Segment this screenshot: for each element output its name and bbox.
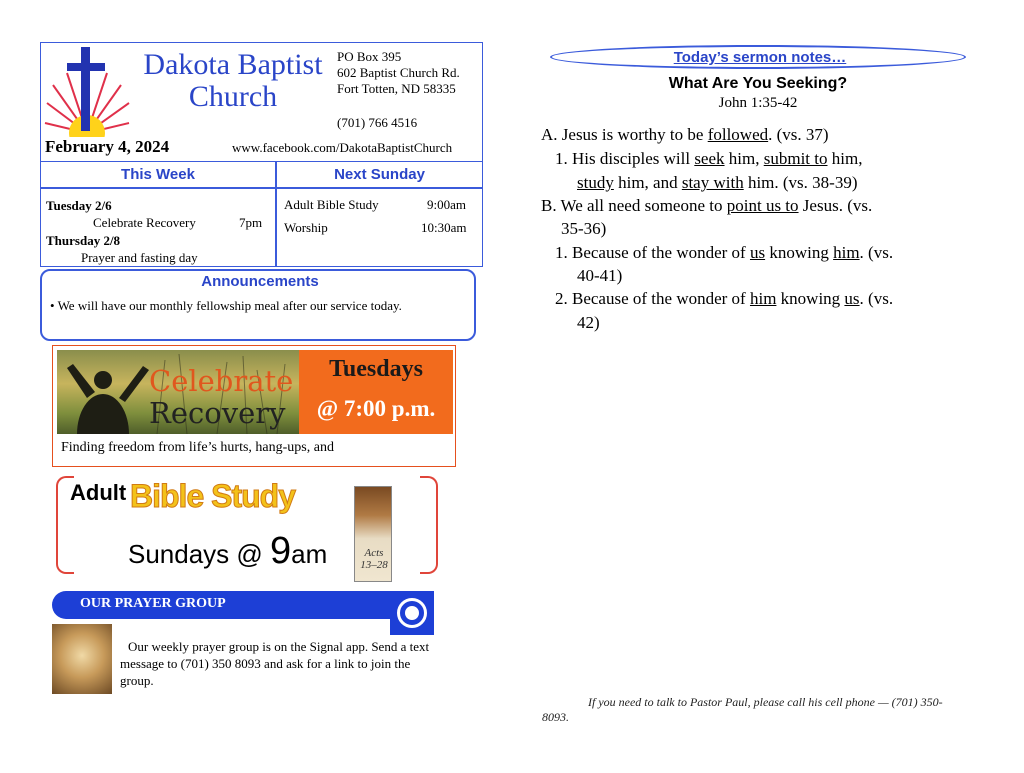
church-name-line1: Dakota Baptist [143,48,323,81]
sermon-text-fragment: . (vs. 37) [768,125,829,144]
celebrate-recovery-time: @ 7:00 p.m. [316,396,436,421]
address-line2: 602 Baptist Church Rd. [337,65,460,80]
next-sunday-heading: Next Sunday [334,166,425,183]
sermon-text-fragment: him, [827,149,863,168]
bible-study-ad [56,476,438,574]
address-line3: Fort Totten, ND 58335 [337,81,456,96]
bible-study-am: am [291,539,328,569]
sermon-notes-title: Today’s sermon notes… [673,49,847,66]
praying-hands-icon [52,624,112,694]
blank-study: study [577,173,614,192]
prayer-group-text: Our weekly prayer group is on the Signal app. Send a text message to (701) 350 8093 and ask for a link to join the group. [120,639,430,688]
table-divider [41,187,482,189]
this-week-event1: Celebrate Recovery [93,215,196,230]
book-cover-image [354,486,392,582]
sermon-text-fragment: B. We all need someone to [541,196,727,215]
sermon-text-fragment: A. Jesus is worthy to be [541,125,708,144]
bible-study-hour: 9 [270,530,292,572]
sermon-point-b2-cont: 42) [577,313,600,332]
blank-him-2: him [749,289,777,308]
blank-him: him [833,243,860,262]
celebrate-recovery-day: Tuesdays [329,356,423,382]
next-sunday-item2-time: 10:30am [421,220,467,235]
sermon-point-a1-cont [577,171,858,195]
sermon-text-fragment: 1. Because of the wonder of [555,243,750,262]
prayer-group-title: OUR PRAYER GROUP [80,596,226,611]
next-sunday-item2: Worship [284,220,328,235]
bracket-right [420,476,438,574]
celebrate-recovery-banner-image [57,350,299,434]
sermon-text-fragment: knowing [765,243,834,262]
sermon-text-fragment: 2. Because of the wonder of [555,289,750,308]
bible-study-sundays: Sundays @ [128,539,271,569]
signal-chat-icon [397,598,427,628]
sermon-text-fragment: knowing [776,289,845,308]
sermon-point-a1 [555,147,862,171]
this-week-day2: Thursday 2/8 [46,233,121,248]
sermon-text-fragment: Jesus. (vs. [798,196,873,215]
signal-chat-dot [405,606,419,620]
book-title: Acts 13–28 [360,547,388,571]
sermon-point-a [541,123,829,147]
bullet-icon: • [50,298,58,313]
address-line1: PO Box 395 [337,49,402,64]
bible-study-adult: Adult [70,480,127,505]
sermon-point-b [541,194,872,218]
recovery-title: Recovery [149,396,286,430]
church-name-line2: Church [188,80,278,113]
cross-sunrise-icon [43,45,131,137]
announcement-text: We will have our monthly fellowship meal after our service today. [57,298,402,313]
this-week-event1-time: 7pm [239,215,263,230]
blank-followed: followed [707,125,769,144]
schedule-table [40,162,483,267]
blank-stay-with: stay with [681,173,744,192]
sermon-point-b2 [555,287,893,311]
blank-seek: seek [694,149,725,168]
church-address [337,49,460,97]
blank-us-2: us [844,289,860,308]
sermon-reference: John 1:35-42 [718,95,798,111]
church-header [40,42,483,162]
bible-study-title: Bible Study [130,478,296,514]
next-sunday-item1: Adult Bible Study [284,197,379,212]
this-week-day1: Tuesday 2/6 [46,198,112,213]
sermon-point-b1 [555,241,893,265]
this-week-heading: This Week [121,166,195,183]
blank-submit-to: submit to [763,149,828,168]
sermon-notes-banner [550,45,966,69]
pastor-contact-note: If you need to talk to Pastor Paul, please call his cell phone — (701) 350-8093. [542,695,943,724]
prayer-group-banner [52,591,390,619]
announcements-box [40,269,476,341]
next-sunday-item1-time: 9:00am [427,197,466,212]
sermon-point-b-cont: 35-36) [561,219,607,238]
blank-point-us-to: point us to [726,196,799,215]
bible-study-schedule [128,530,327,573]
sermon-text-fragment: . (vs. [859,243,894,262]
celebrate-recovery-ad [52,345,456,467]
sermon-text-fragment: 1. His disciples will [555,149,695,168]
announcements-heading: Announcements [201,273,319,290]
celebrate-title: Celebrate [149,364,294,398]
bulletin-date: February 4, 2024 [45,137,170,156]
signal-app-badge [390,591,434,635]
announcement-item [50,298,470,314]
sermon-text-fragment: him, and [613,173,682,192]
sermon-text-fragment: him. (vs. 38-39) [743,173,858,192]
church-name [133,49,333,113]
blank-us: us [749,243,766,262]
sermon-point-b1-cont: 40-41) [577,266,623,285]
sermon-text-fragment: him, [724,149,764,168]
facebook-link[interactable]: www.facebook.com/DakotaBaptistChurch [232,140,453,155]
church-phone: (701) 766 4516 [337,115,418,130]
celebrate-recovery-caption: Finding freedom from life’s hurts, hang-ups, and [61,440,334,455]
celebrate-recovery-schedule [299,350,453,434]
sermon-title: What Are You Seeking? [668,75,848,92]
sermon-text-fragment: . (vs. [859,289,894,308]
this-week-event2: Prayer and fasting day [81,250,198,265]
